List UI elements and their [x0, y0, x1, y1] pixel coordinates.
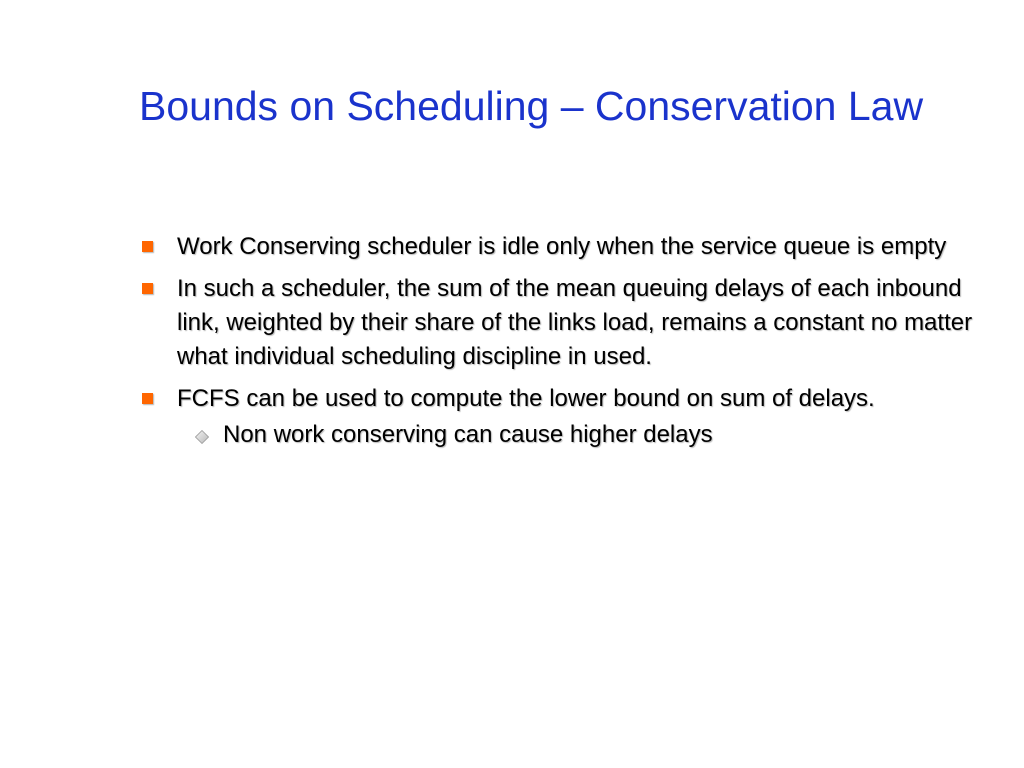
bullet-text: FCFS can be used to compute the lower bound on sum of delays.: [177, 385, 875, 412]
bullet-text: Work Conserving scheduler is idle only when the service queue is empty: [177, 233, 947, 260]
orange-square-icon: [142, 393, 153, 404]
diamond-icon: [195, 430, 209, 444]
bullet-list: [139, 230, 999, 452]
bullet-item: [139, 382, 999, 416]
orange-square-icon: [142, 283, 153, 294]
bullet-item: [139, 272, 999, 374]
orange-square-icon: [142, 241, 153, 252]
sub-bullet-item: [139, 418, 999, 452]
sub-bullet-text: Non work conserving can cause higher delays: [223, 421, 713, 448]
bullet-text: In such a scheduler, the sum of the mean queuing delays of each inbound link, weighted by their share of the links load, remains a constant no matter what individual scheduling discipline in used.: [177, 275, 973, 370]
slide-title: Bounds on Scheduling – Conservation Law: [139, 83, 924, 129]
bullet-item: [139, 230, 999, 264]
